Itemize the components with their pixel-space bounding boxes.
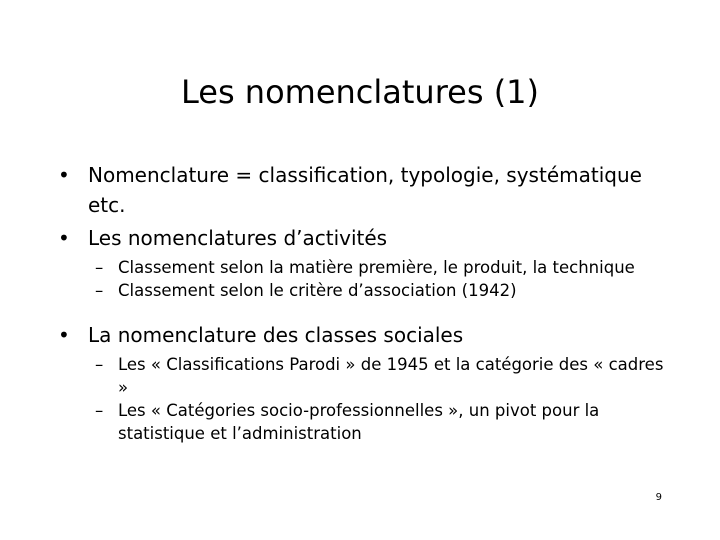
bullet-icon: • xyxy=(58,163,70,187)
dash-icon: – xyxy=(95,401,104,420)
bullet-item xyxy=(58,320,678,350)
sub-bullet-item xyxy=(58,256,678,279)
page-number: 9 xyxy=(655,492,662,503)
bullet-item xyxy=(58,223,678,253)
bullet-icon: • xyxy=(58,226,70,250)
bullet-icon: • xyxy=(58,323,70,347)
bullet-text: La nomenclature des classes sociales xyxy=(88,323,464,347)
sub-bullet-item xyxy=(58,279,678,302)
dash-icon: – xyxy=(95,281,104,300)
sub-bullet-text: Les « Catégories socio-professionnelles », un pivot pour la statistique et l’administration xyxy=(118,401,600,443)
slide-body xyxy=(58,160,678,445)
sub-bullet-text: Les « Classifications Parodi » de 1945 et la catégorie des « cadres » xyxy=(118,355,664,397)
sub-bullet-text: Classement selon la matière première, le produit, la technique xyxy=(118,258,635,277)
bullet-text: Les nomenclatures d’activités xyxy=(88,226,388,250)
bullet-text: Nomenclature = classification, typologie, systématique etc. xyxy=(88,163,642,217)
bullet-item xyxy=(58,160,678,220)
sub-bullet-item xyxy=(58,353,678,399)
sub-bullet-text: Classement selon le critère d’association (1942) xyxy=(118,281,517,300)
dash-icon: – xyxy=(95,355,104,374)
slide-title: Les nomenclatures (1) xyxy=(180,73,540,111)
dash-icon: – xyxy=(95,258,104,277)
sub-bullet-item xyxy=(58,399,678,445)
